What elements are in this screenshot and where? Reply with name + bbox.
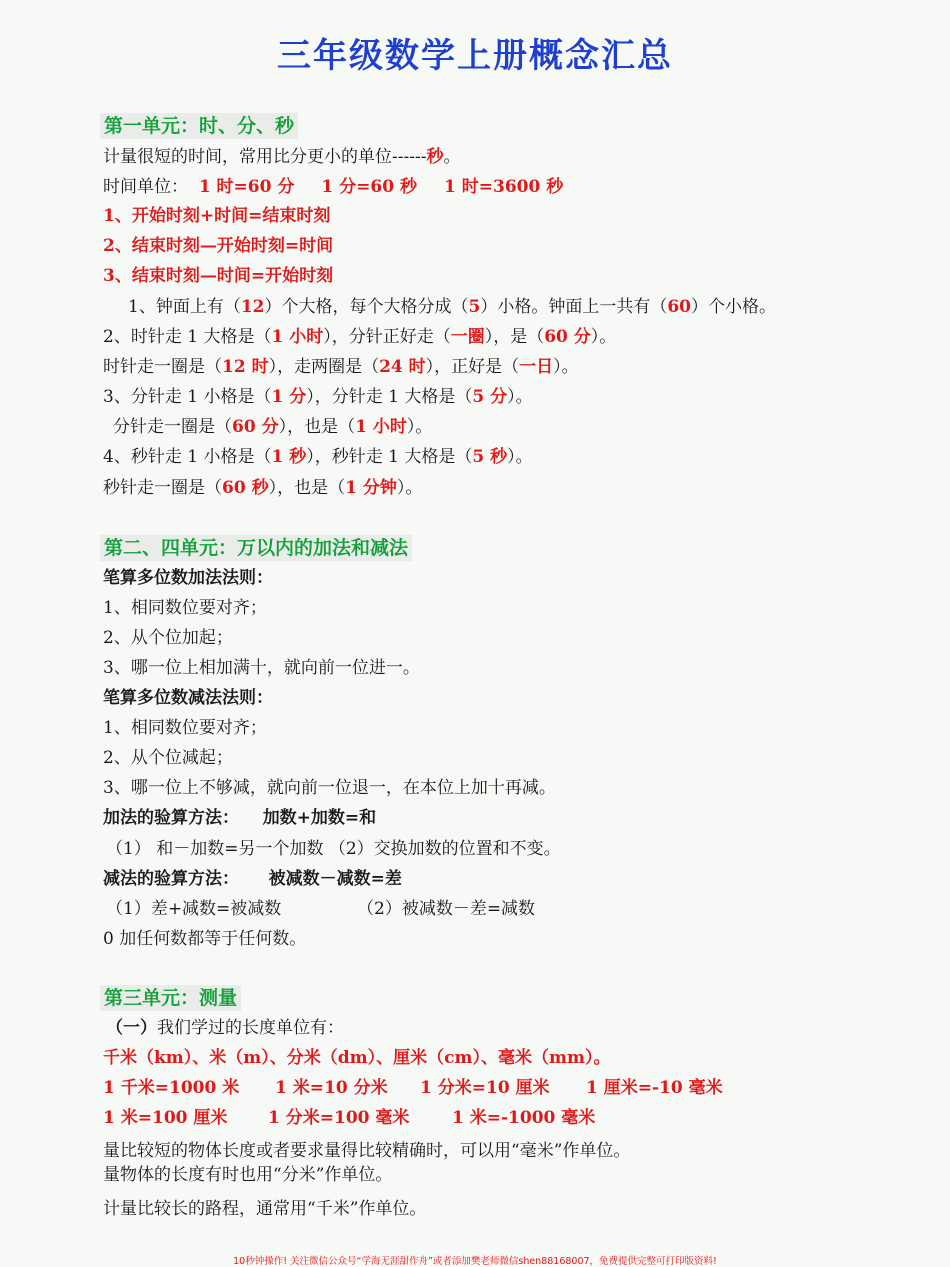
formula-3: 3、结束时刻—时间=开始时刻 bbox=[103, 266, 334, 286]
conversion-4: 1 厘米=-10 毫米 bbox=[586, 1078, 723, 1098]
length-intro: （一）我们学过的长度单位有： bbox=[106, 1018, 344, 1038]
conversion-5: 1 米=100 厘米 bbox=[103, 1108, 228, 1128]
length-tip-2: 量物体的长度有时也用“分米”作单位。 bbox=[103, 1165, 393, 1185]
unit3-heading: 第三单元：测量 bbox=[100, 985, 241, 1011]
sub-check: 减法的验算方法： 被减数－减数=差 bbox=[103, 869, 402, 889]
sub-rule-title: 笔算多位数减法法则： bbox=[103, 688, 273, 708]
clock-point-1: 1、钟面上有（12）个大格，每个大格分成（5）小格。钟面上一共有（60）个小格。 bbox=[128, 297, 777, 317]
time-units-line: 时间单位： 1 时=60 分 1 分=60 秒 1 时=3600 秒 bbox=[103, 177, 564, 197]
clock-point-3: 时针走一圈是（12 时），走两圈是（24 时），正好是（一日）。 bbox=[103, 357, 579, 377]
add-rule-3: 3、哪一位上相加满十，就向前一位进一。 bbox=[103, 658, 420, 678]
conversion-1: 1 千米=1000 米 bbox=[103, 1078, 240, 1098]
length-tip-3: 计量比较长的路程，通常用“千米”作单位。 bbox=[103, 1199, 427, 1219]
add-rule-title: 笔算多位数加法法则： bbox=[103, 568, 273, 588]
clock-point-4: 3、分针走 1 小格是（1 分），分针走 1 大格是（5 分）。 bbox=[103, 387, 533, 407]
add-rule-2: 2、从个位加起； bbox=[103, 628, 233, 648]
formula-1: 1、开始时刻+时间=结束时刻 bbox=[103, 206, 331, 226]
clock-point-6: 4、秒针走 1 小格是（1 秒），秒针走 1 大格是（5 秒）。 bbox=[103, 447, 533, 467]
unit2-heading: 第二、四单元：万以内的加法和减法 bbox=[100, 535, 412, 561]
unit1-heading: 第一单元：时、分、秒 bbox=[100, 113, 298, 139]
formula-2: 2、结束时刻—开始时刻=时间 bbox=[103, 236, 334, 256]
add-rule-1: 1、相同数位要对齐； bbox=[103, 598, 267, 618]
conversion-3: 1 分米=10 厘米 bbox=[420, 1078, 550, 1098]
add-check-items: （1） 和－加数=另一个加数 （2）交换加数的位置和不变。 bbox=[106, 839, 561, 859]
length-tip-1: 量比较短的物体长度或者要求量得比较精确时，可以用“毫米”作单位。 bbox=[103, 1141, 631, 1161]
length-units: 千米（km）、米（m）、分米（dm）、厘米（cm）、毫米（mm）。 bbox=[103, 1048, 611, 1068]
clock-point-7: 秒针走一圈是（60 秒），也是（1 分钟）。 bbox=[103, 478, 423, 498]
conversion-7: 1 米=-1000 毫米 bbox=[452, 1108, 596, 1128]
conversion-6: 1 分米=100 毫米 bbox=[268, 1108, 410, 1128]
unit1-line1: 计量很短的时间，常用比分更小的单位------秒。 bbox=[103, 147, 461, 167]
clock-point-2: 2、时针走 1 大格是（1 小时），分针正好走（一圈），是（60 分）。 bbox=[103, 327, 617, 347]
page-title: 三年级数学上册概念汇总 bbox=[277, 36, 673, 76]
clock-point-5: 分针走一圈是（60 分），也是（1 小时）。 bbox=[113, 417, 433, 437]
sub-check-1: （1）差+减数=被减数 bbox=[106, 899, 282, 919]
add-check: 加法的验算方法： 加数+加数=和 bbox=[103, 808, 377, 828]
sub-rule-2: 2、从个位减起； bbox=[103, 748, 233, 768]
sub-rule-3: 3、哪一位上不够减，就向前一位退一，在本位上加十再减。 bbox=[103, 778, 556, 798]
sub-rule-1: 1、相同数位要对齐； bbox=[103, 718, 267, 738]
conversion-2: 1 米=10 分米 bbox=[275, 1078, 388, 1098]
sub-check-2: （2）被减数－差=减数 bbox=[357, 899, 536, 919]
zero-rule: 0 加任何数都等于任何数。 bbox=[103, 929, 307, 949]
footer-promo: 10秒钟操作! 关注微信公众号“学海无涯甜作舟”或者添加樊老师微信shen88168007，免费提供完整可打印版资料! bbox=[233, 1256, 717, 1267]
